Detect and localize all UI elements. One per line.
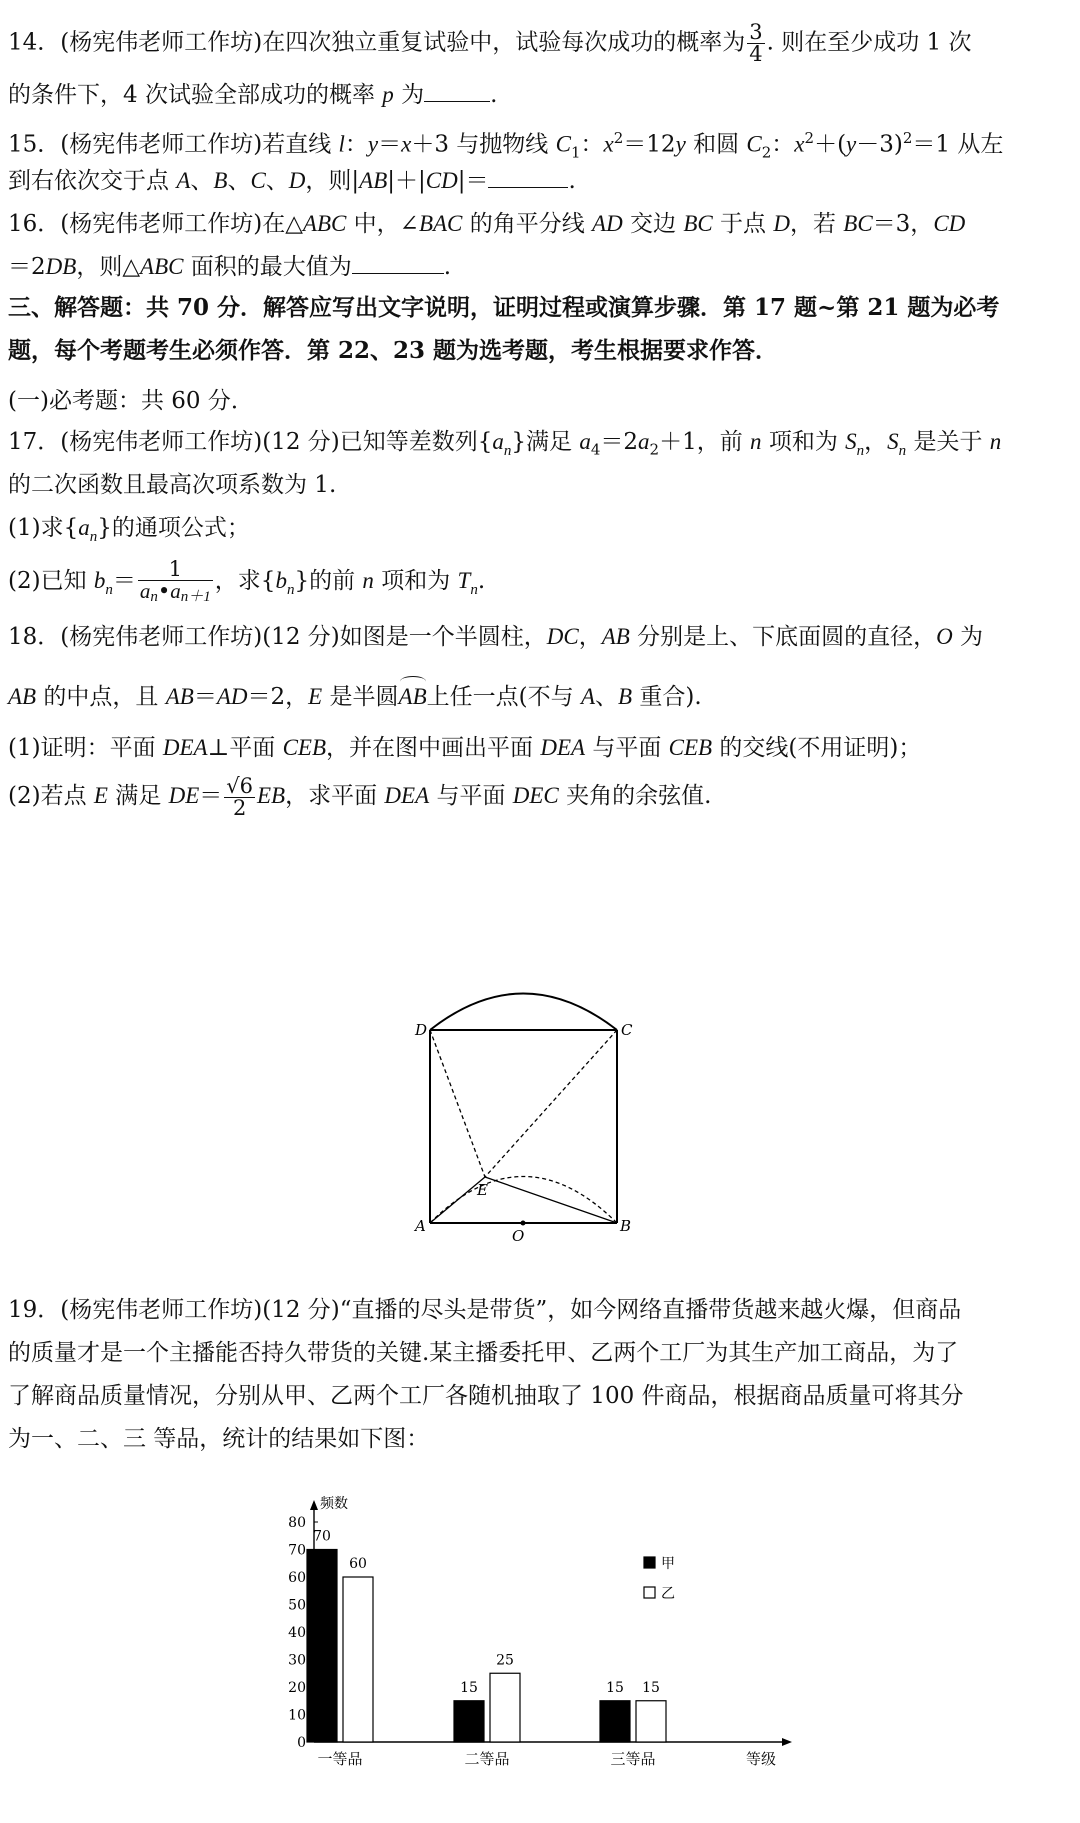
q17-text-5: 项和为: [761, 429, 846, 455]
q14-var-p: p: [382, 82, 394, 107]
q15-sub-1: 1: [570, 143, 581, 162]
q14-frac-num: 3: [749, 20, 763, 44]
y-tick-label: 0: [297, 1735, 306, 1751]
q18-p1-text-3: ，并在图中画出平面: [326, 735, 541, 761]
q17-p2-b2: b: [275, 568, 287, 593]
q15-var-x2: x: [603, 131, 614, 157]
label-B: B: [620, 1217, 632, 1235]
y-axis-label: 频数: [320, 1496, 348, 1512]
q16-text-10: 面积的最大值为: [183, 254, 352, 280]
y-tick-label: 10: [288, 1707, 306, 1724]
q16-ABC: ABC: [302, 211, 347, 236]
label-E: E: [477, 1181, 488, 1199]
q17-a2: a: [638, 429, 650, 454]
q18-text-2: ，: [578, 624, 602, 650]
q15-eq12: ＝12: [623, 131, 676, 158]
chart-x-labels: [317, 1750, 655, 1768]
q15-eq: ＝: [378, 131, 402, 158]
q16-text-6: ，若: [789, 211, 844, 237]
q18-line-1: [8, 622, 983, 652]
q14-text-4: 为: [393, 82, 425, 108]
y-tick-label: 20: [288, 1680, 306, 1696]
segment-EB: [485, 1177, 617, 1223]
y-tick-label: 80: [288, 1515, 306, 1531]
q16-BAC: BAC: [418, 211, 463, 236]
q14-frac-den: 4: [749, 42, 763, 66]
q18-fraction: [224, 773, 255, 820]
y-tick-label: 30: [288, 1652, 306, 1669]
q16-ABC-2: ABC: [140, 254, 184, 279]
q16-text-4: 交边: [622, 211, 684, 237]
q15-AB: AB: [359, 168, 388, 193]
q18-p2-DEA: DEA: [384, 783, 430, 808]
q18-p1-CEB: CEB: [282, 735, 327, 760]
label-O: O: [512, 1227, 525, 1245]
q17-sub-n: n: [503, 442, 512, 459]
q17-p2-text: (2)已知: [8, 568, 94, 594]
q15-pt-C: C: [250, 168, 266, 193]
q18-p1-CEB-2: CEB: [668, 735, 713, 760]
q18-text-11: 重合).: [632, 684, 702, 710]
q18-text-4: 为: [952, 624, 984, 650]
y-tick-label: 70: [288, 1542, 306, 1559]
q18-line-2: [8, 682, 702, 712]
bar-乙: [636, 1701, 666, 1742]
q17-den-a: a: [139, 579, 151, 603]
q17-text-3: ＝2: [600, 429, 639, 455]
q15-var-x: x: [401, 131, 412, 157]
q18-p2-eq: ＝: [199, 783, 223, 809]
q16-AD: AD: [592, 211, 623, 236]
q18-text-8: 是半圆: [322, 684, 399, 710]
q15-colon-2: ：: [580, 131, 604, 158]
q15-line-2: [8, 166, 576, 196]
q15-abs-eq: |＝: [457, 168, 489, 194]
bar-value-label: 25: [496, 1652, 514, 1669]
label-C: C: [621, 1021, 633, 1039]
y-tick-label: 40: [288, 1625, 306, 1641]
q18-text-7: ＝2，: [247, 684, 309, 710]
q15-var-y3: y: [846, 131, 857, 157]
q18-p1-text: (1)证明：平面: [8, 735, 163, 761]
q15-CD: CD: [425, 168, 458, 193]
q15-var-l: l: [338, 131, 345, 157]
legend-swatch-甲: [644, 1557, 655, 1568]
q15-sep-3: 、: [265, 168, 289, 194]
q18-p2-DE: DE: [168, 783, 200, 808]
q18-p1-text-4: 与平面: [585, 735, 669, 761]
q17-p1-sub-n: n: [89, 528, 98, 545]
q18-p2-E: E: [93, 783, 108, 808]
q17-S2: S: [887, 429, 899, 454]
q16-text-9: ，则△: [76, 254, 141, 280]
q17-den-dot: •: [157, 579, 171, 603]
q18-DC: DC: [546, 624, 579, 649]
q15-sup-2: 2: [613, 129, 624, 147]
bar-乙: [343, 1577, 373, 1742]
q18-text-5: 的中点，且: [36, 684, 166, 710]
bar-甲: [307, 1550, 337, 1743]
point-O: [521, 1221, 526, 1226]
bar-甲: [454, 1701, 484, 1742]
q15-sup-2b: 2: [804, 129, 815, 147]
q18-p2-text-5: 夹角的余弦值.: [558, 783, 712, 809]
q18-part-1: [8, 733, 921, 763]
q18-text-9: 上任一点(不与: [426, 684, 581, 710]
q17-p2-T: T: [457, 568, 471, 593]
q17-part-2: [8, 558, 485, 613]
q17-n: n: [750, 429, 762, 454]
legend-swatch-乙: [644, 1587, 655, 1598]
q17-sub-2: 2: [649, 440, 660, 459]
q16-text-8: ＝2: [8, 254, 46, 280]
q18-frac-num: √6: [226, 773, 253, 798]
y-tick-label: 60: [288, 1570, 306, 1586]
q17-frac-num: 1: [168, 557, 183, 581]
q15-plus-paren: ＋(: [814, 131, 847, 158]
x-axis-arrow: [782, 1738, 792, 1746]
q18-B: B: [618, 684, 633, 709]
q17-frac-den: [138, 580, 213, 605]
q15-var-C1: C: [555, 131, 571, 157]
q15-pt-B: B: [213, 168, 228, 193]
q18-E: E: [308, 684, 323, 709]
bar-value-label: 70: [313, 1528, 331, 1545]
q15-sep-1: 、: [190, 168, 214, 194]
y-axis-arrow: [310, 1500, 318, 1510]
q14-answer-blank[interactable]: [424, 81, 490, 102]
q17-line-2: 的二次函数且最高次项系数为 1.: [8, 472, 337, 498]
q17-p2-n: n: [362, 568, 374, 593]
q18-AB: AB: [601, 624, 630, 649]
q16-line-1: [8, 209, 965, 239]
q15-sup-2c: 2: [902, 129, 913, 147]
section3-line-2: 题，每个考题考生必须作答．第 22、23 题为选考题，考生根据要求作答．: [8, 337, 779, 364]
q17-den-n1: n＋1: [180, 589, 211, 605]
q17-n3: n: [989, 429, 1002, 454]
q18-text: 18．(杨宪伟老师工作坊)(12 分)如图是一个半圆柱，: [8, 624, 547, 650]
q15-var-C2: C: [746, 131, 762, 157]
q15-then: ，则|: [305, 168, 360, 194]
bar-value-label: 60: [349, 1556, 367, 1572]
q17-p2-text-2: ，求{: [214, 568, 276, 594]
legend-label-甲: 甲: [661, 1556, 675, 1572]
q17-p2-text-3: }的前: [294, 568, 363, 594]
chart-bars: [307, 1529, 666, 1743]
q14-fraction: [747, 22, 764, 65]
q17-p2-b: b: [93, 568, 106, 593]
q15-answer-blank[interactable]: [488, 167, 568, 188]
q15-end: .: [568, 168, 576, 194]
q18-AB-3: AB: [165, 684, 194, 709]
label-A: A: [415, 1217, 426, 1235]
q17-p2-end: .: [477, 568, 486, 594]
x-axis-label: 等级: [746, 1750, 777, 1768]
label-D: D: [415, 1021, 428, 1039]
q17-text-4: ＋1，前: [659, 429, 751, 455]
q15-var-x3: x: [794, 131, 805, 157]
q15-text-2: ＋3 与抛物线: [411, 131, 556, 158]
q16-line-2: [8, 252, 451, 282]
q18-frac-den: 2: [224, 797, 255, 819]
q18-p2-text-3: ，求平面: [285, 783, 385, 809]
q17-p2-sub-n2: n: [286, 581, 295, 598]
q15-line-1: [8, 123, 1003, 167]
q17-p1-text: (1)求{: [8, 515, 79, 541]
q15-var-y2: y: [675, 131, 686, 157]
bar-chart: [262, 1480, 822, 1810]
x-category-label: 二等品: [464, 1750, 510, 1768]
x-category-label: 三等品: [610, 1750, 656, 1768]
q19-line-3: 了解商品质量情况，分别从甲、乙两个工厂各随机抽取了 100 件商品，根据商品质量可将其分: [8, 1383, 964, 1409]
q19-line-2: 的质量才是一个主播能否持久带货的关键.某主播委托甲、乙两个工厂为其生产加工商品，为了: [8, 1340, 959, 1366]
q15-colon-3: ：: [771, 131, 795, 158]
q15-text-5: 到右依次交于点: [8, 168, 177, 194]
q16-text: 16．(杨宪伟老师工作坊)在△: [8, 211, 303, 237]
q18-A: A: [580, 684, 595, 709]
q17-p1-text-2: }的通项公式；: [97, 515, 250, 541]
q14-text-2: . 则在至少成功 1 次: [766, 29, 972, 56]
q18-p2-DEC: DEC: [512, 783, 559, 808]
q17-line-1: [8, 427, 1001, 466]
q16-CD: CD: [933, 211, 966, 236]
q18-arc-AB: AB: [399, 682, 427, 712]
q18-p1-text-2: ⊥平面: [207, 735, 283, 761]
section3-line-1: 三、解答题：共 70 分．解答应写出文字说明，证明过程或演算步骤．第 17 题~第 21 题为必考: [8, 294, 1000, 321]
q18-text-10: 、: [595, 684, 618, 710]
half-cylinder-figure: [405, 975, 675, 1265]
q14-end: .: [490, 82, 498, 108]
q17-text-7: 是关于: [906, 429, 990, 455]
q17-a: a: [492, 429, 504, 454]
q15-sep-2: 、: [227, 168, 251, 194]
chart-axes: [310, 1495, 792, 1768]
q17-sub-4: 4: [590, 440, 601, 459]
q17-fraction: [138, 559, 213, 605]
q18-p2-text-4: 与平面: [429, 783, 513, 809]
q17-den-a2: a: [170, 579, 181, 603]
q16-text-3: 的角平分线: [462, 211, 593, 237]
q15-pt-A: A: [176, 168, 191, 193]
x-category-label: 一等品: [317, 1750, 363, 1768]
q16-DB: DB: [45, 254, 77, 279]
segment-CE: [485, 1030, 617, 1177]
q16-answer-blank[interactable]: [352, 253, 444, 274]
q18-O: O: [936, 624, 953, 649]
bar-value-label: 15: [606, 1679, 624, 1696]
q17-text: 17．(杨宪伟老师工作坊)(12 分)已知等差数列{: [8, 429, 493, 455]
bar-value-label: 15: [642, 1679, 660, 1696]
q15-text-4: ＝1 从左: [912, 131, 1004, 158]
q17-a4: a: [579, 429, 591, 454]
part1-heading: (一)必考题：共 60 分．: [8, 388, 254, 414]
q17-p2-text-4: 项和为: [373, 568, 458, 594]
q17-p2-sub-tn: n: [470, 581, 478, 598]
bar-乙: [490, 1673, 520, 1742]
q16-end: .: [443, 254, 452, 280]
q17-p1-a: a: [78, 515, 90, 540]
q15-pt-D: D: [288, 168, 306, 193]
q16-text-7: ＝3，: [872, 211, 934, 237]
q17-text-2: }满足: [511, 429, 580, 455]
q16-BC-2: BC: [843, 211, 873, 236]
q18-AD: AD: [216, 684, 248, 709]
q15-abs-plus: |＋|: [387, 168, 426, 194]
legend-label-乙: 乙: [661, 1586, 675, 1602]
q17-part-1: [8, 513, 250, 552]
q15-colon: ：: [344, 131, 368, 158]
q18-text-6: ＝: [193, 684, 217, 710]
q17-den-n: n: [150, 589, 158, 605]
segment-DE: [430, 1030, 485, 1177]
q15-text-3: 和圆: [685, 131, 747, 158]
q18-p2-text-2: 满足: [107, 783, 169, 809]
q18-p1-text-5: 的交线(不用证明)；: [712, 735, 922, 761]
q15-text: 15．(杨宪伟老师工作坊)若直线: [8, 131, 339, 158]
q18-part-2: [8, 773, 711, 819]
bar-value-label: 15: [460, 1679, 478, 1696]
q18-p1-DEA: DEA: [162, 735, 208, 760]
q17-S: S: [845, 429, 857, 454]
q15-var-y: y: [367, 131, 379, 157]
q14-text: 14．(杨宪伟老师工作坊)在四次独立重复试验中，试验每次成功的概率为: [8, 29, 746, 56]
q15-minus3: －3): [856, 131, 903, 158]
q16-D: D: [773, 211, 790, 236]
q19-line-4: 为一、二、三 等品，统计的结果如下图：: [8, 1426, 430, 1452]
q18-p2-EB: EB: [257, 783, 286, 808]
q16-text-2: 中，∠: [346, 211, 419, 237]
q16-text-5: 于点: [712, 211, 774, 237]
q17-p2-eq: ＝: [112, 568, 136, 594]
q16-BC: BC: [683, 211, 713, 236]
q17-sub-sn: n: [856, 442, 865, 459]
q14-line-2: [8, 80, 497, 110]
q18-p2-text: (2)若点: [8, 783, 94, 809]
bar-甲: [600, 1701, 630, 1742]
top-arc: [430, 994, 617, 1031]
chart-legend: [644, 1556, 675, 1602]
q18-p1-DEA-2: DEA: [540, 735, 586, 760]
q17-sub-sn2: n: [898, 442, 907, 459]
q19-line-1: 19．(杨宪伟老师工作坊)(12 分)“直播的尽头是带货”，如今网络直播带货越来越火爆，但商品: [8, 1297, 962, 1323]
q14-line-1: [8, 22, 971, 65]
q14-text-3: 的条件下，4 次试验全部成功的概率: [8, 82, 383, 108]
y-tick-label: 50: [288, 1597, 306, 1614]
q15-sub-2: 2: [761, 143, 772, 162]
q18-AB-2: AB: [8, 684, 37, 709]
q17-p2-sub-n: n: [105, 581, 113, 598]
q17-text-6: ，: [864, 429, 888, 455]
q18-text-3: 分别是上、下底面圆的直径，: [629, 624, 937, 650]
